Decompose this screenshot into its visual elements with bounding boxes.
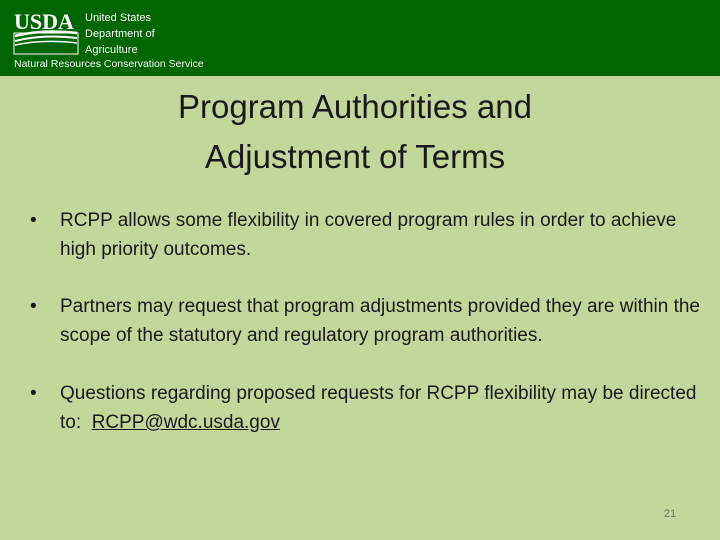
bullet-item [30, 379, 700, 437]
header-banner [0, 0, 720, 76]
agency-line: Department of [85, 28, 155, 40]
page-number: 21 [663, 508, 677, 520]
bullet-icon: • [30, 210, 37, 231]
agency-line: Agriculture [85, 44, 138, 56]
title-line: Program Authorities and [177, 88, 533, 125]
bullet-icon: • [30, 383, 37, 404]
slide-title [60, 82, 650, 182]
bullet-text: RCPP allows some flexibility in covered program rules in order to achieve high priority outcomes. [60, 210, 677, 260]
title-line: Adjustment of Terms [204, 138, 506, 175]
usda-logo [13, 9, 79, 56]
service-name: Natural Resources Conservation Service [14, 58, 204, 70]
bullet-list [30, 206, 700, 465]
agency-line: United States [85, 12, 152, 24]
usda-logo-text: USDA [14, 9, 74, 34]
bullet-text: Questions regarding proposed requests for RCPP flexibility may be directed to: [60, 383, 697, 433]
agency-name [85, 10, 155, 58]
bullet-item [30, 292, 700, 350]
bullet-icon: • [30, 296, 37, 317]
bullet-item [30, 206, 700, 264]
email-link[interactable]: RCPP@wdc.usda.gov [91, 412, 280, 433]
bullet-text: Partners may request that program adjustments provided they are within the scope of the statutory and regulatory program authorities. [60, 296, 700, 346]
